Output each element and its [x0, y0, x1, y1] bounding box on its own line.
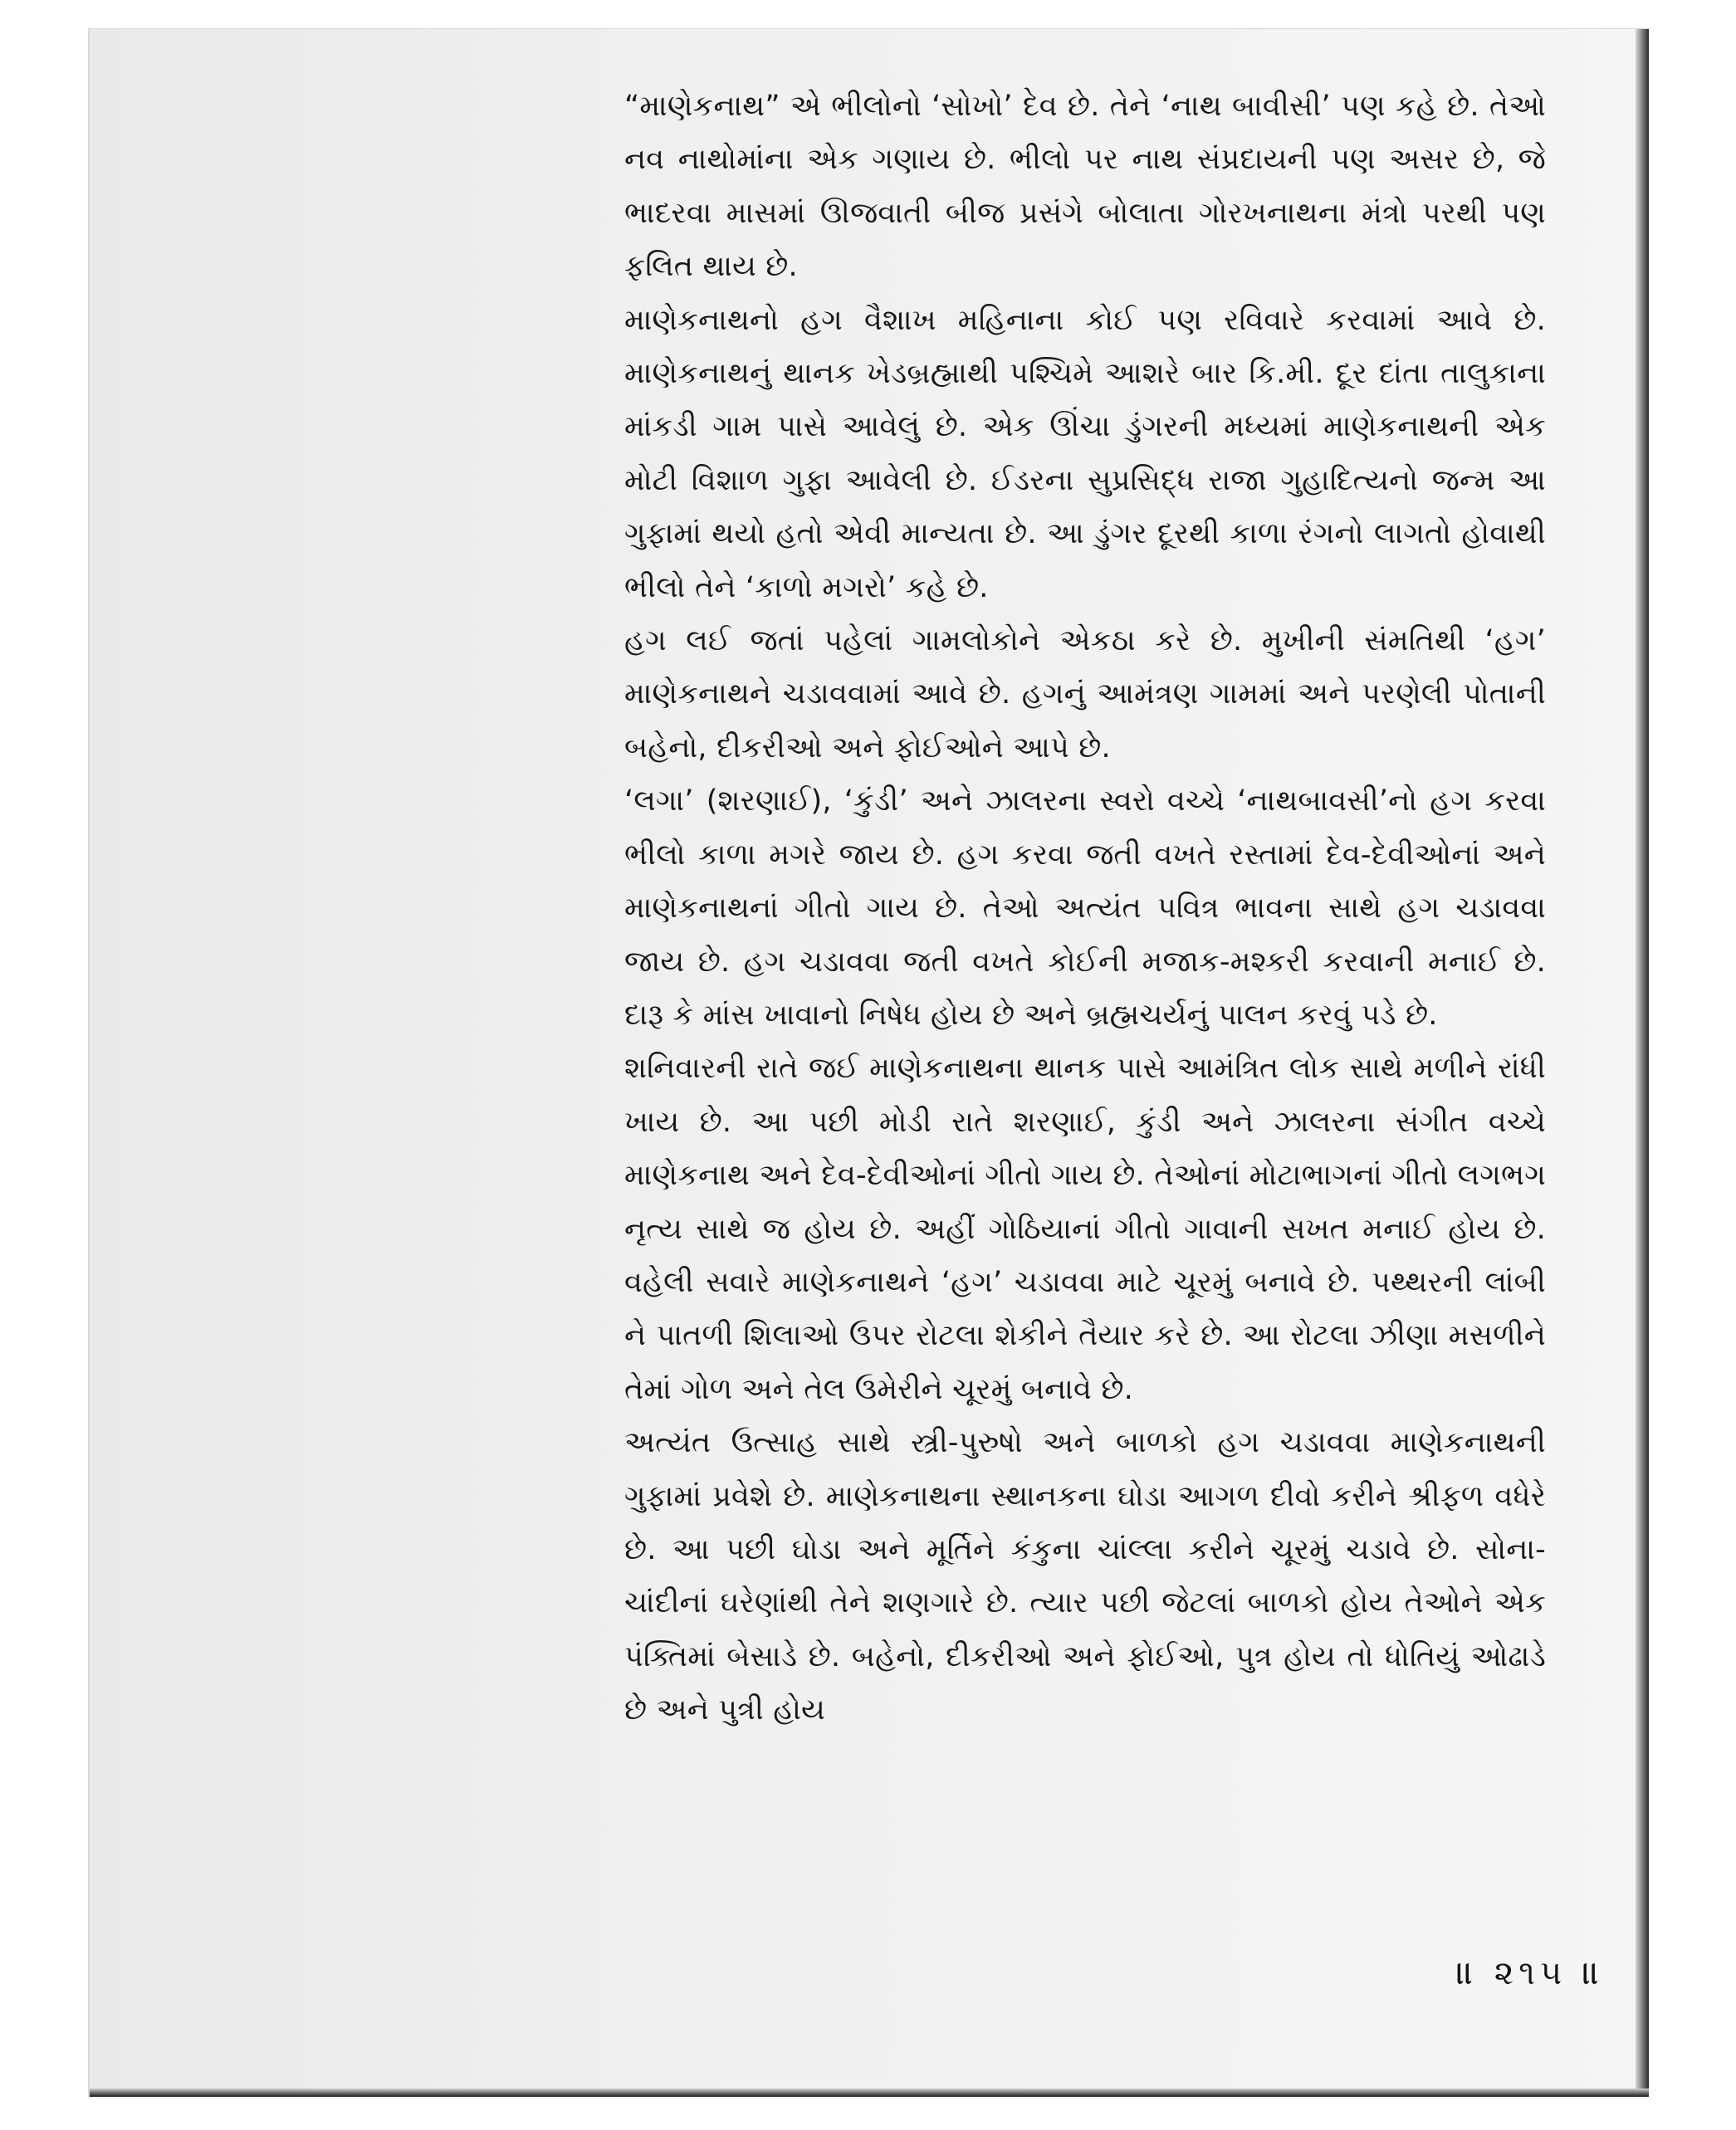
paragraph-4: ‘લગા’ (શરણાઈ), ‘કુંડી’ અને ઝાલરના સ્વરો વચ્ચે ‘નાથબાવસી’નો હગ કરવા ભીલો કાળા મગરે જાય છે. હગ કરવા જતી વખતે રસ્તામાં દેવ-દેવીઓનાં અને માણેકનાથનાં ગીતો ગાય છે. તેઓ અત્યંત પવિત્ર ભાવના સાથે હગ ચડાવવા જાય છે. હગ ચડાવવા જતી વખતે કોઈની મજાક-મશ્કરી કરવાની મનાઈ છે. દારૂ કે માંસ ખાવાનો નિષેધ હોય છે અને બ્રહ્મચર્યનું પાલન કરવું પડે છે. — [624, 784, 1546, 1032]
paragraph-1: “માણેકનાથ” એ ભીલોનો ‘સોખો’ દેવ છે. તેને ‘નાથ બાવીસી’ પણ કહે છે. તેઓ નવ નાથોમાંના એક ગણાય છે. ભીલો પર નાથ સંપ્રદાયની પણ અસર છે, જે ભાદરવા માસમાં ઊજવાતી બીજ પ્રસંગે બોલાતા ગોરખનાથના મંત્રો પરથી પણ ફલિત થાય છે. — [624, 90, 1546, 284]
paragraph-6: અત્યંત ઉત્સાહ સાથે સ્ત્રી-પુરુષો અને બાળકો હગ ચડાવવા માણેકનાથની ગુફામાં પ્રવેશે છે. માણેકનાથના સ્થાનકના ઘોડા આગળ દીવો કરીને શ્રીફળ વધેરે છે. આ પછી ઘોડા અને મૂર્તિને કંકુના ચાંલ્લા કરીને ચૂરમું ચડાવે છે. સોના-ચાંદીનાં ઘરેણાંથી તેને શણગારે છે. ત્યાર પછી જેટલાં બાળકો હોય તેઓને એક પંક્તિમાં બેસાડે છે. બહેનો, દીકરીઓ અને ફોઈઓ, પુત્ર હોય તો ધોતિયું ઓઢાડે છે અને પુત્રી હોય — [624, 1426, 1546, 1727]
paragraph-5: શનિવારની રાતે જઈ માણેકનાથના થાનક પાસે આમંત્રિત લોક સાથે મળીને રાંધી ખાય છે. આ પછી મોડી રાતે શરણાઈ, કુંડી અને ઝાલરના સંગીત વચ્ચે માણેકનાથ અને દેવ-દેવીઓનાં ગીતો ગાય છે. તેઓનાં મોટાભાગનાં ગીતો લગભગ નૃત્ય સાથે જ હોય છે. અહીં ગોઠિયાનાં ગીતો ગાવાની સખત મનાઈ હોય છે. વહેલી સવારે માણેકનાથને ‘હગ’ ચડાવવા માટે ચૂરમું બનાવે છે. પથ્થરની લાંબી ને પાતળી શિલાઓ ઉપર રોટલા શેકીને તૈયાર કરે છે. આ રોટલા ઝીણા મસળીને તેમાં ગોળ અને તેલ ઉમેરીને ચૂરમું બનાવે છે. — [624, 1052, 1546, 1406]
paragraph-3: હગ લઈ જતાં પહેલાં ગામલોકોને એકઠા કરે છે. મુખીની સંમતિથી ‘હગ’ માણેકનાથને ચડાવવામાં આવે છે. હગનું આમંત્રણ ગામમાં અને પરણેલી પોતાની બહેનો, દીકરીઓ અને ફોઈઓને આપે છે. — [624, 624, 1546, 765]
page-bottom-edge-shadow — [90, 2088, 1649, 2097]
paragraph-2: માણેકનાથનો હગ વૈશાખ મહિનાના કોઈ પણ રવિવારે કરવામાં આવે છે. માણેકનાથનું થાનક ખેડબ્રહ્માથી પશ્ચિમે આશરે બાર કિ.મી. દૂર દાંતા તાલુકાના માંકડી ગામ પાસે આવેલું છે. એક ઊંચા ડુંગરની મધ્યમાં માણેકનાથની એક મોટી વિશાળ ગુફા આવેલી છે. ઈડરના સુપ્રસિદ્ધ રાજા ગુહાદિત્યનો જન્મ આ ગુફામાં થયો હતો એવી માન્યતા છે. આ ડુંગર દૂરથી કાળા રંગનો લાગતો હોવાથી ભીલો તેને ‘કાળો મગરો’ કહે છે. — [624, 303, 1546, 604]
body-text — [624, 80, 1546, 1737]
page-right-edge-shadow — [1636, 29, 1649, 2097]
page-number: ॥ ૨૧૫ ॥ — [1455, 1954, 1605, 1992]
